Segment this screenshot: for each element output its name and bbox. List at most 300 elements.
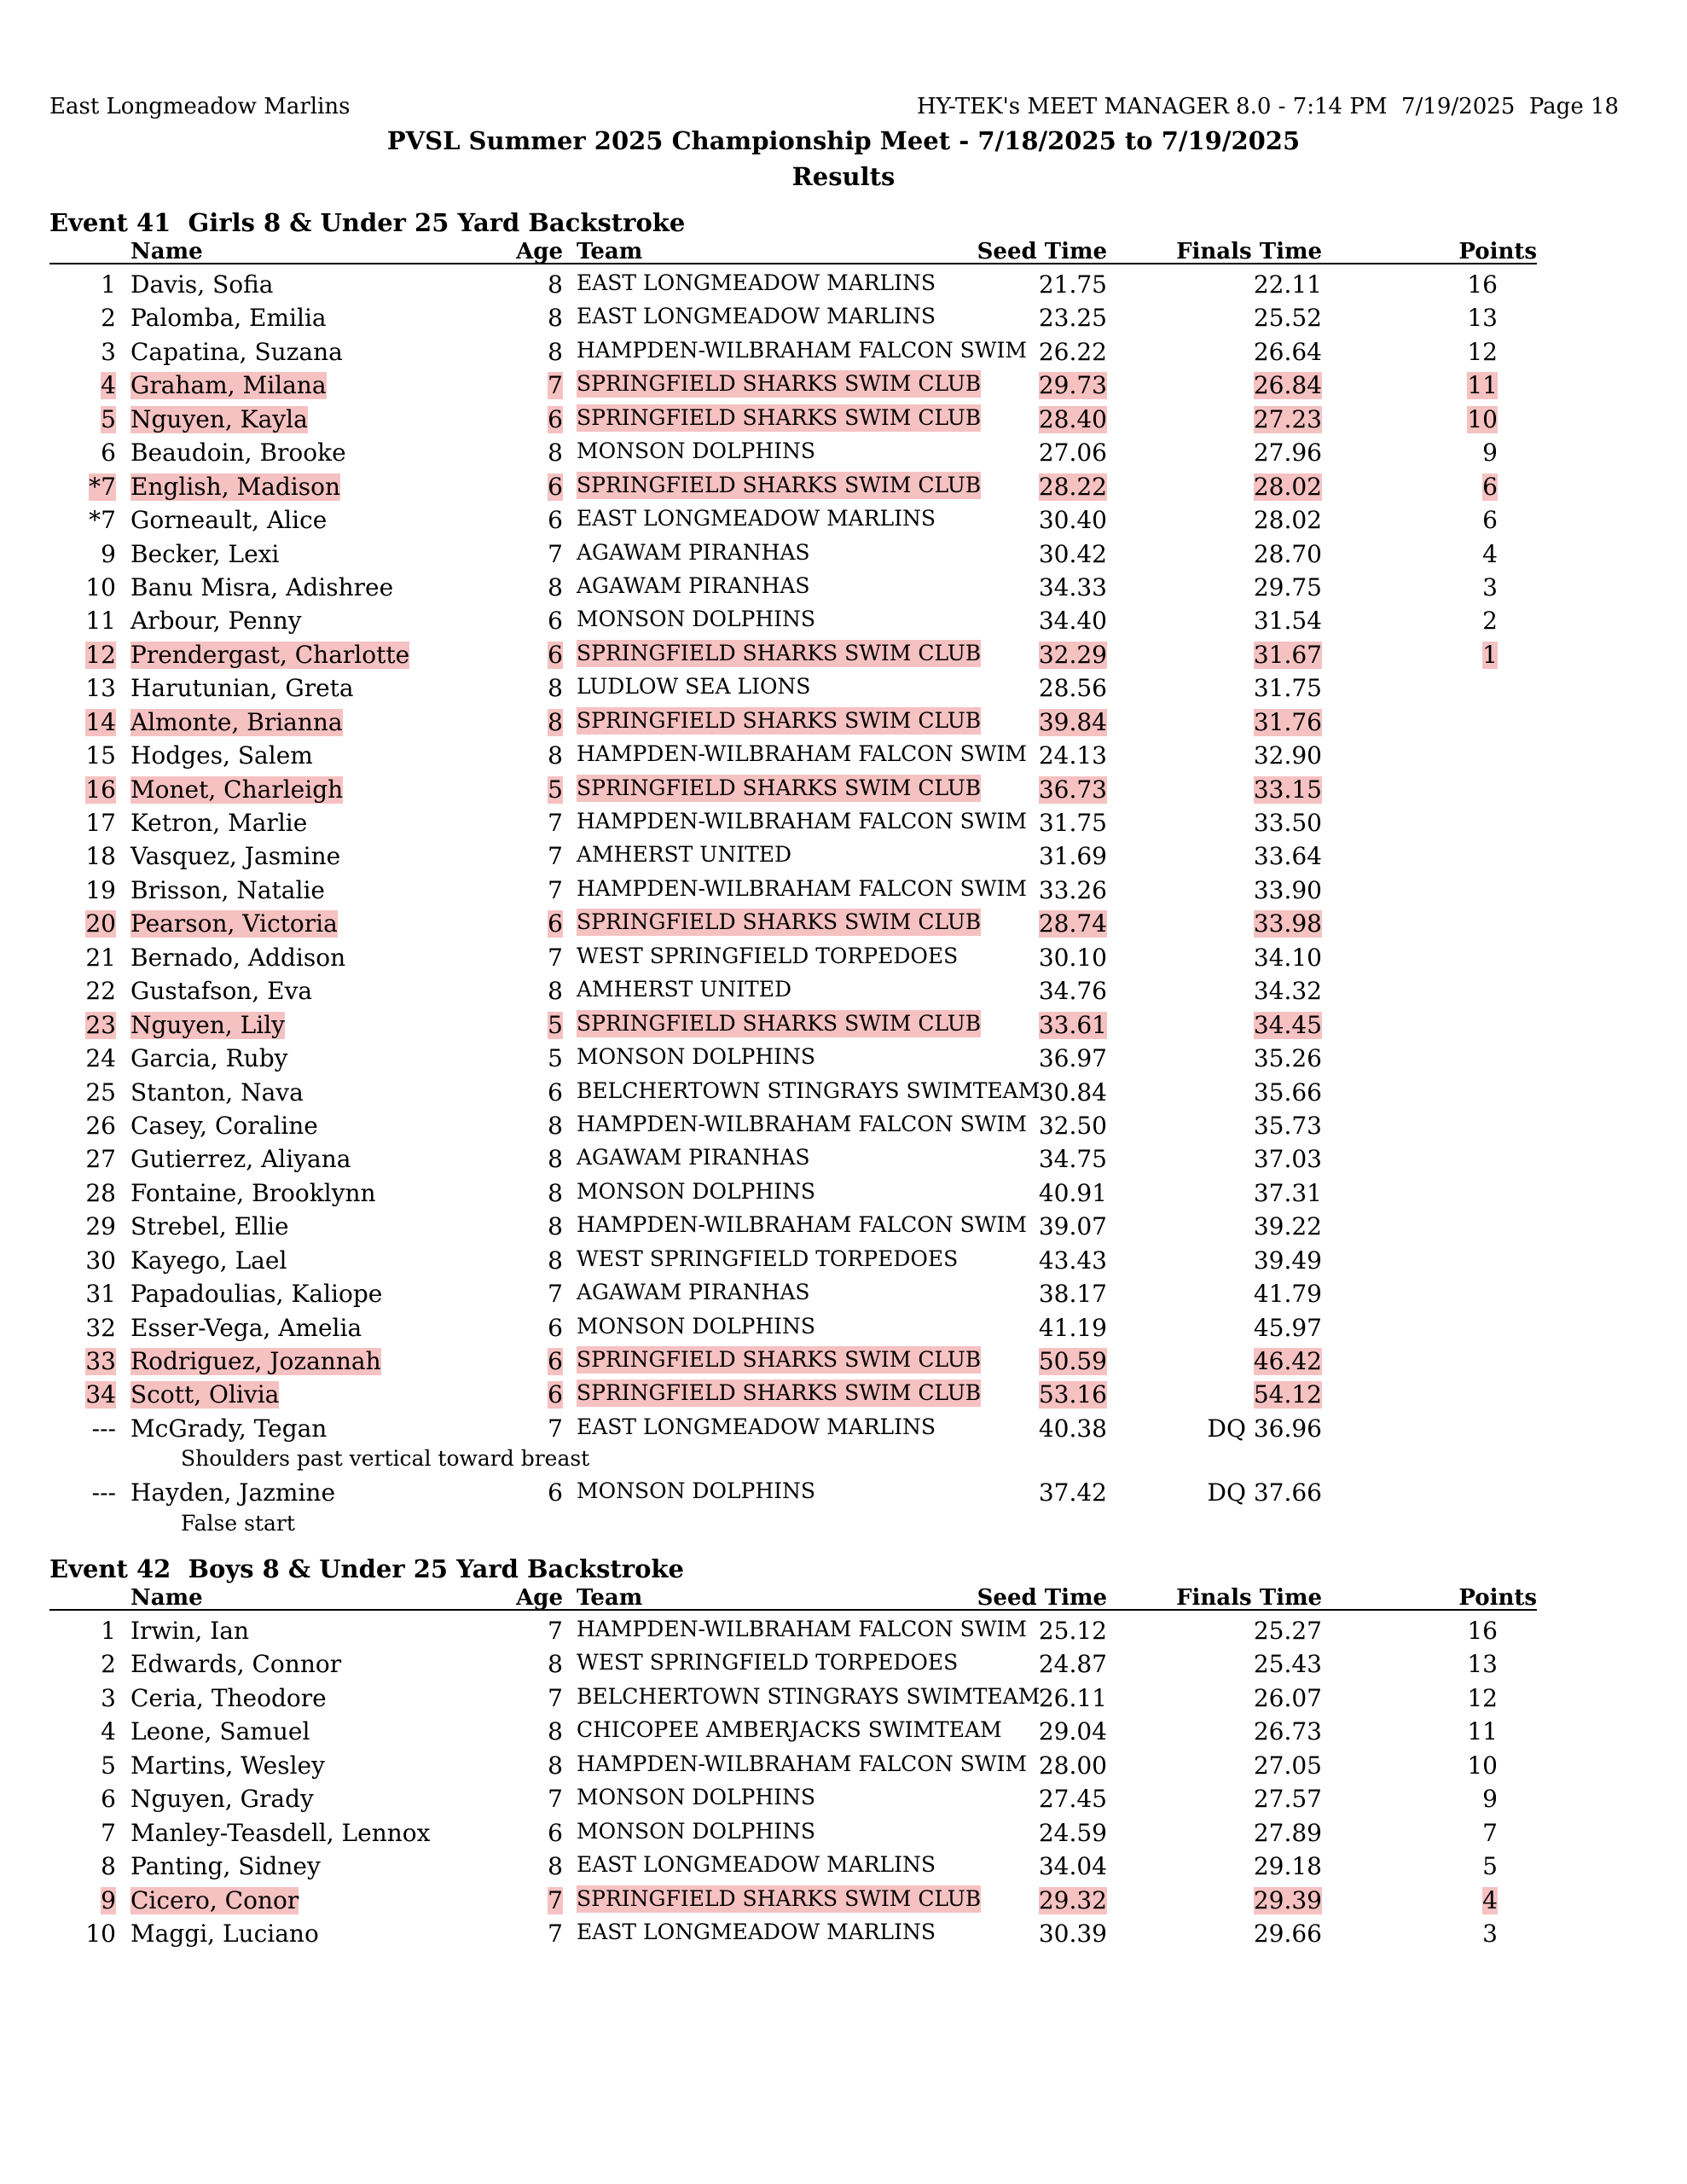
team-name: MONSON DOLPHINS bbox=[577, 1313, 816, 1339]
seed-time: 50.59 bbox=[1038, 1347, 1107, 1375]
team-name: SPRINGFIELD SHARKS SWIM CLUB bbox=[577, 371, 982, 397]
finals-time: 27.96 bbox=[1253, 439, 1322, 468]
swimmer-name: Bernado, Addison bbox=[130, 943, 346, 972]
age-cell: 8 bbox=[548, 1212, 563, 1241]
finals-time: 37.03 bbox=[1253, 1145, 1322, 1174]
team-name: EAST LONGMEADOW MARLINS bbox=[577, 506, 936, 531]
result-row bbox=[0, 335, 1687, 369]
seed-time: 30.39 bbox=[1038, 1919, 1107, 1948]
finals-time: 39.49 bbox=[1253, 1246, 1322, 1275]
swimmer-name: Ceria, Theodore bbox=[130, 1683, 327, 1712]
team-name: CHICOPEE AMBERJACKS SWIMTEAM bbox=[577, 1717, 1002, 1743]
finals-time: 33.50 bbox=[1253, 809, 1322, 837]
age-cell: 7 bbox=[548, 1885, 563, 1914]
seed-time: 26.22 bbox=[1038, 337, 1107, 366]
age-cell: 8 bbox=[548, 337, 563, 366]
seed-time: 37.42 bbox=[1038, 1478, 1107, 1507]
seed-time: 26.11 bbox=[1038, 1683, 1107, 1712]
header-rule bbox=[49, 263, 1537, 264]
result-row bbox=[0, 436, 1687, 469]
team-name: SPRINGFIELD SHARKS SWIM CLUB bbox=[577, 1347, 982, 1372]
finals-time: 34.10 bbox=[1253, 943, 1322, 972]
age-cell: 8 bbox=[548, 1246, 563, 1275]
dq-reason: False start bbox=[181, 1510, 295, 1536]
seed-time: 40.91 bbox=[1038, 1178, 1107, 1207]
seed-time: 40.38 bbox=[1038, 1414, 1107, 1443]
seed-time: 28.00 bbox=[1038, 1751, 1107, 1780]
age-cell: 6 bbox=[548, 1380, 563, 1409]
finals-time: 46.42 bbox=[1253, 1347, 1322, 1375]
seed-time: 31.69 bbox=[1038, 842, 1107, 871]
team-name: SPRINGFIELD SHARKS SWIM CLUB bbox=[577, 640, 982, 665]
dq-reason: Shoulders past vertical toward breast bbox=[181, 1446, 590, 1472]
age-cell: 8 bbox=[548, 1751, 563, 1780]
event-title: Event 42 Boys 8 & Under 25 Yard Backstroke bbox=[49, 1554, 684, 1583]
seed-time: 34.33 bbox=[1038, 572, 1107, 601]
team-name: MONSON DOLPHINS bbox=[577, 1178, 816, 1204]
seed-time: 34.40 bbox=[1038, 607, 1107, 636]
results-subtitle: Results bbox=[791, 162, 896, 191]
swimmer-name: McGrady, Tegan bbox=[130, 1414, 328, 1443]
meet-title: PVSL Summer 2025 Championship Meet - 7/18/2025 to 7/19/2025 bbox=[386, 126, 1301, 155]
points-cell: 3 bbox=[1482, 572, 1498, 601]
age-cell: 6 bbox=[548, 472, 563, 501]
finals-time: 22.11 bbox=[1253, 270, 1322, 299]
seed-time: 21.75 bbox=[1038, 270, 1107, 299]
swimmer-name: Prendergast, Charlotte bbox=[130, 640, 410, 669]
result-row bbox=[0, 839, 1687, 873]
swimmer-name: Palomba, Emilia bbox=[130, 304, 327, 333]
result-row bbox=[0, 1210, 1687, 1243]
points-cell: 9 bbox=[1482, 1785, 1498, 1814]
age-cell: 6 bbox=[548, 1347, 563, 1375]
place-cell: 14 bbox=[85, 707, 116, 736]
place-cell: 20 bbox=[85, 909, 116, 938]
place-cell: 27 bbox=[85, 1145, 116, 1174]
points-cell: 13 bbox=[1467, 304, 1498, 333]
points-cell: 16 bbox=[1467, 270, 1498, 299]
result-row bbox=[0, 941, 1687, 974]
result-row bbox=[0, 1076, 1687, 1109]
seed-time: 29.73 bbox=[1038, 371, 1107, 400]
finals-time: 41.79 bbox=[1253, 1280, 1322, 1309]
points-cell: 1 bbox=[1482, 640, 1498, 669]
team-name: MONSON DOLPHINS bbox=[577, 1785, 816, 1810]
swimmer-name: Scott, Olivia bbox=[130, 1380, 280, 1409]
result-row bbox=[0, 1816, 1687, 1850]
finals-time: 54.12 bbox=[1253, 1380, 1322, 1409]
points-cell: 6 bbox=[1482, 472, 1498, 501]
swimmer-name: Rodriguez, Jozannah bbox=[130, 1347, 381, 1375]
swimmer-name: Esser-Vega, Amelia bbox=[130, 1313, 362, 1342]
team-name: SPRINGFIELD SHARKS SWIM CLUB bbox=[577, 909, 982, 935]
finals-time: 34.32 bbox=[1253, 977, 1322, 1006]
place-cell: 22 bbox=[85, 977, 116, 1006]
swimmer-name: Irwin, Ian bbox=[130, 1617, 249, 1645]
result-row bbox=[0, 671, 1687, 705]
age-cell: 7 bbox=[548, 1683, 563, 1712]
finals-time-column-header: Finals Time bbox=[1176, 239, 1322, 264]
result-row bbox=[0, 1008, 1687, 1042]
seed-time: 34.04 bbox=[1038, 1852, 1107, 1881]
result-row bbox=[0, 1176, 1687, 1210]
team-name: WEST SPRINGFIELD TORPEDOES bbox=[577, 1650, 959, 1676]
age-cell: 5 bbox=[548, 1010, 563, 1039]
team-name: SPRINGFIELD SHARKS SWIM CLUB bbox=[577, 1010, 982, 1036]
result-row bbox=[0, 604, 1687, 637]
place-cell: 13 bbox=[85, 674, 116, 703]
finals-time: 27.05 bbox=[1253, 1751, 1322, 1780]
age-cell: 7 bbox=[548, 809, 563, 837]
seed-time: 30.40 bbox=[1038, 506, 1107, 535]
seed-time: 29.04 bbox=[1038, 1717, 1107, 1746]
points-cell: 4 bbox=[1482, 1885, 1498, 1914]
place-cell: 10 bbox=[85, 572, 116, 601]
result-row bbox=[0, 1345, 1687, 1378]
age-cell: 7 bbox=[548, 1617, 563, 1645]
header-rule bbox=[49, 1609, 1537, 1611]
age-cell: 6 bbox=[548, 1478, 563, 1507]
age-cell: 6 bbox=[548, 506, 563, 535]
swimmer-name: Nguyen, Lily bbox=[130, 1010, 286, 1039]
place-cell: 4 bbox=[101, 1717, 116, 1746]
name-column-header: Name bbox=[130, 1585, 203, 1611]
swimmer-name: Edwards, Connor bbox=[130, 1650, 342, 1679]
points-cell: 10 bbox=[1467, 404, 1498, 433]
event-title: Event 41 Girls 8 & Under 25 Yard Backstroke bbox=[49, 208, 686, 237]
swimmer-name: Kayego, Lael bbox=[130, 1246, 287, 1275]
finals-time: 33.15 bbox=[1253, 775, 1322, 804]
results-list bbox=[0, 268, 1687, 1541]
seed-time: 30.42 bbox=[1038, 539, 1107, 568]
seed-time: 27.45 bbox=[1038, 1785, 1107, 1814]
points-column-header: Points bbox=[1458, 1585, 1537, 1611]
swimmer-name: Nguyen, Grady bbox=[130, 1785, 314, 1814]
points-cell: 6 bbox=[1482, 506, 1498, 535]
result-row bbox=[0, 1850, 1687, 1883]
seed-time: 24.87 bbox=[1038, 1650, 1107, 1679]
finals-time: 26.64 bbox=[1253, 337, 1322, 366]
dq-reason-row bbox=[0, 1510, 1687, 1541]
team-name: EAST LONGMEADOW MARLINS bbox=[577, 1919, 936, 1944]
age-cell: 8 bbox=[548, 1145, 563, 1174]
finals-time: 32.90 bbox=[1253, 741, 1322, 770]
result-row bbox=[0, 874, 1687, 907]
age-cell: 6 bbox=[548, 640, 563, 669]
swimmer-name: Gutierrez, Aliyana bbox=[130, 1145, 351, 1174]
finals-time: 26.07 bbox=[1253, 1683, 1322, 1712]
age-cell: 8 bbox=[548, 304, 563, 333]
finals-time: 33.64 bbox=[1253, 842, 1322, 871]
team-name: HAMPDEN-WILBRAHAM FALCON SWIM bbox=[577, 875, 1027, 901]
team-name: AMHERST UNITED bbox=[577, 842, 792, 868]
seed-time: 28.56 bbox=[1038, 674, 1107, 703]
points-column-header: Points bbox=[1458, 239, 1537, 264]
place-cell: 15 bbox=[85, 741, 116, 770]
finals-time: 31.75 bbox=[1253, 674, 1322, 703]
finals-time: DQ 36.96 bbox=[1207, 1414, 1322, 1443]
place-cell: 10 bbox=[85, 1919, 116, 1948]
age-cell: 8 bbox=[548, 1650, 563, 1679]
seed-time: 41.19 bbox=[1038, 1313, 1107, 1342]
seed-time: 29.32 bbox=[1038, 1885, 1107, 1914]
result-row bbox=[0, 1749, 1687, 1782]
swimmer-name: Ketron, Marlie bbox=[130, 809, 308, 837]
finals-time: 27.23 bbox=[1253, 404, 1322, 433]
result-row bbox=[0, 1476, 1687, 1509]
team-name: AGAWAM PIRANHAS bbox=[577, 1280, 810, 1305]
team-name: SPRINGFIELD SHARKS SWIM CLUB bbox=[577, 1380, 982, 1406]
age-cell: 6 bbox=[548, 1313, 563, 1342]
swimmer-name: Cicero, Conor bbox=[130, 1885, 299, 1914]
swimmer-name: Manley-Teasdell, Lennox bbox=[130, 1818, 431, 1847]
team-name: EAST LONGMEADOW MARLINS bbox=[577, 304, 936, 329]
place-cell: 12 bbox=[85, 640, 116, 669]
team-name: HAMPDEN-WILBRAHAM FALCON SWIM bbox=[577, 337, 1027, 363]
age-cell: 7 bbox=[548, 1414, 563, 1443]
finals-time: 31.54 bbox=[1253, 607, 1322, 636]
result-row bbox=[0, 638, 1687, 671]
age-cell: 7 bbox=[548, 943, 563, 972]
finals-time: 31.76 bbox=[1253, 707, 1322, 736]
result-row bbox=[0, 1682, 1687, 1715]
finals-time: 31.67 bbox=[1253, 640, 1322, 669]
points-cell: 9 bbox=[1482, 439, 1498, 468]
team-name: EAST LONGMEADOW MARLINS bbox=[577, 1852, 936, 1878]
result-row bbox=[0, 369, 1687, 402]
result-row bbox=[0, 1715, 1687, 1748]
team-name: AGAWAM PIRANHAS bbox=[577, 1145, 810, 1170]
seed-time: 36.97 bbox=[1038, 1044, 1107, 1073]
result-row bbox=[0, 403, 1687, 436]
finals-time: 33.90 bbox=[1253, 875, 1322, 904]
seed-time: 23.25 bbox=[1038, 304, 1107, 333]
team-name: MONSON DOLPHINS bbox=[577, 1478, 816, 1504]
finals-time-column-header: Finals Time bbox=[1176, 1585, 1322, 1611]
place-cell: 8 bbox=[101, 1852, 116, 1881]
result-row bbox=[0, 1277, 1687, 1310]
points-cell: 5 bbox=[1482, 1852, 1498, 1881]
result-row bbox=[0, 1614, 1687, 1647]
result-row bbox=[0, 537, 1687, 571]
points-cell: 12 bbox=[1467, 337, 1498, 366]
place-cell: 18 bbox=[85, 842, 116, 871]
result-row bbox=[0, 1142, 1687, 1176]
team-name: AGAWAM PIRANHAS bbox=[577, 572, 810, 598]
team-name: SPRINGFIELD SHARKS SWIM CLUB bbox=[577, 707, 982, 733]
team-name: SPRINGFIELD SHARKS SWIM CLUB bbox=[577, 775, 982, 800]
place-cell: 1 bbox=[101, 270, 116, 299]
place-cell: 32 bbox=[85, 1313, 116, 1342]
result-row bbox=[0, 706, 1687, 739]
age-cell: 7 bbox=[548, 842, 563, 871]
team-column-header: Team bbox=[577, 239, 643, 264]
place-cell: 7 bbox=[101, 1818, 116, 1847]
finals-time: 45.97 bbox=[1253, 1313, 1322, 1342]
age-cell: 6 bbox=[548, 404, 563, 433]
team-name: EAST LONGMEADOW MARLINS bbox=[577, 270, 936, 295]
finals-time: 29.39 bbox=[1253, 1885, 1322, 1914]
place-cell: --- bbox=[91, 1478, 116, 1507]
team-name: BELCHERTOWN STINGRAYS SWIMTEAM bbox=[577, 1077, 1041, 1103]
place-cell: 9 bbox=[101, 1885, 116, 1914]
finals-time: 25.43 bbox=[1253, 1650, 1322, 1679]
team-name: HAMPDEN-WILBRAHAM FALCON SWIM bbox=[577, 1617, 1027, 1641]
swimmer-name: Papadoulias, Kaliope bbox=[130, 1280, 383, 1309]
team-name: HAMPDEN-WILBRAHAM FALCON SWIM bbox=[577, 1751, 1027, 1776]
seed-time: 30.84 bbox=[1038, 1077, 1107, 1107]
finals-time: 35.73 bbox=[1253, 1111, 1322, 1140]
place-cell: 23 bbox=[85, 1010, 116, 1039]
age-cell: 7 bbox=[548, 539, 563, 568]
result-row bbox=[0, 1109, 1687, 1142]
swimmer-name: Becker, Lexi bbox=[130, 539, 280, 568]
place-cell: *7 bbox=[89, 506, 116, 535]
age-cell: 7 bbox=[548, 371, 563, 400]
software-header: HY-TEK's MEET MANAGER 8.0 - 7:14 PM 7/19/2025 Page 18 bbox=[917, 94, 1620, 119]
seed-time: 28.40 bbox=[1038, 404, 1107, 433]
age-cell: 6 bbox=[548, 607, 563, 636]
points-cell: 16 bbox=[1467, 1617, 1498, 1645]
finals-time: 39.22 bbox=[1253, 1212, 1322, 1241]
place-cell: *7 bbox=[89, 472, 116, 501]
swimmer-name: Graham, Milana bbox=[130, 371, 327, 400]
team-name: WEST SPRINGFIELD TORPEDOES bbox=[577, 943, 959, 968]
swimmer-name: Gorneault, Alice bbox=[130, 506, 328, 535]
swimmer-name: Stanton, Nava bbox=[130, 1077, 304, 1107]
team-name: AGAWAM PIRANHAS bbox=[577, 539, 810, 565]
age-cell: 8 bbox=[548, 707, 563, 736]
seed-time: 53.16 bbox=[1038, 1380, 1107, 1409]
team-name: HAMPDEN-WILBRAHAM FALCON SWIM bbox=[577, 741, 1027, 767]
place-cell: 4 bbox=[101, 371, 116, 400]
result-row bbox=[0, 806, 1687, 839]
age-cell: 8 bbox=[548, 1852, 563, 1881]
finals-time: 28.02 bbox=[1253, 506, 1322, 535]
place-cell: --- bbox=[91, 1414, 116, 1443]
place-cell: 2 bbox=[101, 304, 116, 333]
team-name: EAST LONGMEADOW MARLINS bbox=[577, 1414, 936, 1439]
place-cell: 6 bbox=[101, 1785, 116, 1814]
result-row bbox=[0, 1884, 1687, 1917]
seed-time: 30.10 bbox=[1038, 943, 1107, 972]
team-column-header: Team bbox=[577, 1585, 643, 1611]
result-row bbox=[0, 301, 1687, 334]
finals-time: 25.52 bbox=[1253, 304, 1322, 333]
seed-time-column-header: Seed Time bbox=[977, 1585, 1107, 1611]
team-name: BELCHERTOWN STINGRAYS SWIMTEAM bbox=[577, 1683, 1041, 1709]
swimmer-name: Martins, Wesley bbox=[130, 1751, 325, 1780]
swimmer-name: Maggi, Luciano bbox=[130, 1919, 319, 1948]
age-cell: 6 bbox=[548, 909, 563, 938]
seed-time: 39.07 bbox=[1038, 1212, 1107, 1241]
swimmer-name: Almonte, Brianna bbox=[130, 707, 343, 736]
seed-time: 25.12 bbox=[1038, 1617, 1107, 1645]
place-cell: 11 bbox=[85, 607, 116, 636]
place-cell: 3 bbox=[101, 337, 116, 366]
seed-time: 33.61 bbox=[1038, 1010, 1107, 1039]
team-name: SPRINGFIELD SHARKS SWIM CLUB bbox=[577, 472, 982, 497]
swimmer-name: Arbour, Penny bbox=[130, 607, 302, 636]
age-cell: 8 bbox=[548, 1717, 563, 1746]
team-name: HAMPDEN-WILBRAHAM FALCON SWIM bbox=[577, 1111, 1027, 1136]
points-cell: 11 bbox=[1467, 371, 1498, 400]
swimmer-name: Beaudoin, Brooke bbox=[130, 439, 346, 468]
finals-time: DQ 37.66 bbox=[1207, 1478, 1322, 1507]
age-cell: 6 bbox=[548, 1818, 563, 1847]
swimmer-name: Leone, Samuel bbox=[130, 1717, 310, 1746]
age-cell: 8 bbox=[548, 977, 563, 1006]
points-cell: 12 bbox=[1467, 1683, 1498, 1712]
age-cell: 8 bbox=[548, 674, 563, 703]
team-name: MONSON DOLPHINS bbox=[577, 1818, 816, 1844]
finals-time: 28.70 bbox=[1253, 539, 1322, 568]
seed-time: 34.75 bbox=[1038, 1145, 1107, 1174]
finals-time: 33.98 bbox=[1253, 909, 1322, 938]
finals-time: 28.02 bbox=[1253, 472, 1322, 501]
swimmer-name: Capatina, Suzana bbox=[130, 337, 343, 366]
place-cell: 29 bbox=[85, 1212, 116, 1241]
swimmer-name: Panting, Sidney bbox=[130, 1852, 321, 1881]
place-cell: 2 bbox=[101, 1650, 116, 1679]
finals-time: 29.66 bbox=[1253, 1919, 1322, 1948]
result-row bbox=[0, 1647, 1687, 1681]
result-row bbox=[0, 1042, 1687, 1075]
team-name: MONSON DOLPHINS bbox=[577, 1044, 816, 1070]
result-row bbox=[0, 1311, 1687, 1345]
finals-time: 26.73 bbox=[1253, 1717, 1322, 1746]
result-row bbox=[0, 503, 1687, 537]
result-row bbox=[0, 1378, 1687, 1411]
points-cell: 10 bbox=[1467, 1751, 1498, 1780]
seed-time: 28.22 bbox=[1038, 472, 1107, 501]
age-column-header: Age bbox=[516, 1585, 563, 1611]
place-cell: 26 bbox=[85, 1111, 116, 1140]
result-row bbox=[0, 773, 1687, 806]
place-cell: 28 bbox=[85, 1178, 116, 1207]
finals-time: 29.18 bbox=[1253, 1852, 1322, 1881]
place-cell: 25 bbox=[85, 1077, 116, 1107]
seed-time: 38.17 bbox=[1038, 1280, 1107, 1309]
swimmer-name: Banu Misra, Adishree bbox=[130, 572, 394, 601]
team-name: HAMPDEN-WILBRAHAM FALCON SWIM bbox=[577, 1212, 1027, 1238]
place-cell: 1 bbox=[101, 1617, 116, 1645]
points-cell: 13 bbox=[1467, 1650, 1498, 1679]
seed-time: 43.43 bbox=[1038, 1246, 1107, 1275]
team-header: East Longmeadow Marlins bbox=[49, 94, 351, 119]
seed-time: 27.06 bbox=[1038, 439, 1107, 468]
age-cell: 8 bbox=[548, 741, 563, 770]
age-cell: 8 bbox=[548, 1111, 563, 1140]
swimmer-name: Hayden, Jazmine bbox=[130, 1478, 336, 1507]
team-name: SPRINGFIELD SHARKS SWIM CLUB bbox=[577, 1885, 982, 1911]
place-cell: 5 bbox=[101, 1751, 116, 1780]
points-cell: 11 bbox=[1467, 1717, 1498, 1746]
place-cell: 5 bbox=[101, 404, 116, 433]
results-list bbox=[0, 1614, 1687, 1950]
age-cell: 7 bbox=[548, 1919, 563, 1948]
place-cell: 6 bbox=[101, 439, 116, 468]
swimmer-name: Pearson, Victoria bbox=[130, 909, 338, 938]
finals-time: 35.26 bbox=[1253, 1044, 1322, 1073]
age-cell: 8 bbox=[548, 572, 563, 601]
finals-time: 37.31 bbox=[1253, 1178, 1322, 1207]
place-cell: 30 bbox=[85, 1246, 116, 1275]
place-cell: 21 bbox=[85, 943, 116, 972]
result-row bbox=[0, 1782, 1687, 1815]
team-name: MONSON DOLPHINS bbox=[577, 439, 816, 464]
swimmer-name: Casey, Coraline bbox=[130, 1111, 318, 1140]
